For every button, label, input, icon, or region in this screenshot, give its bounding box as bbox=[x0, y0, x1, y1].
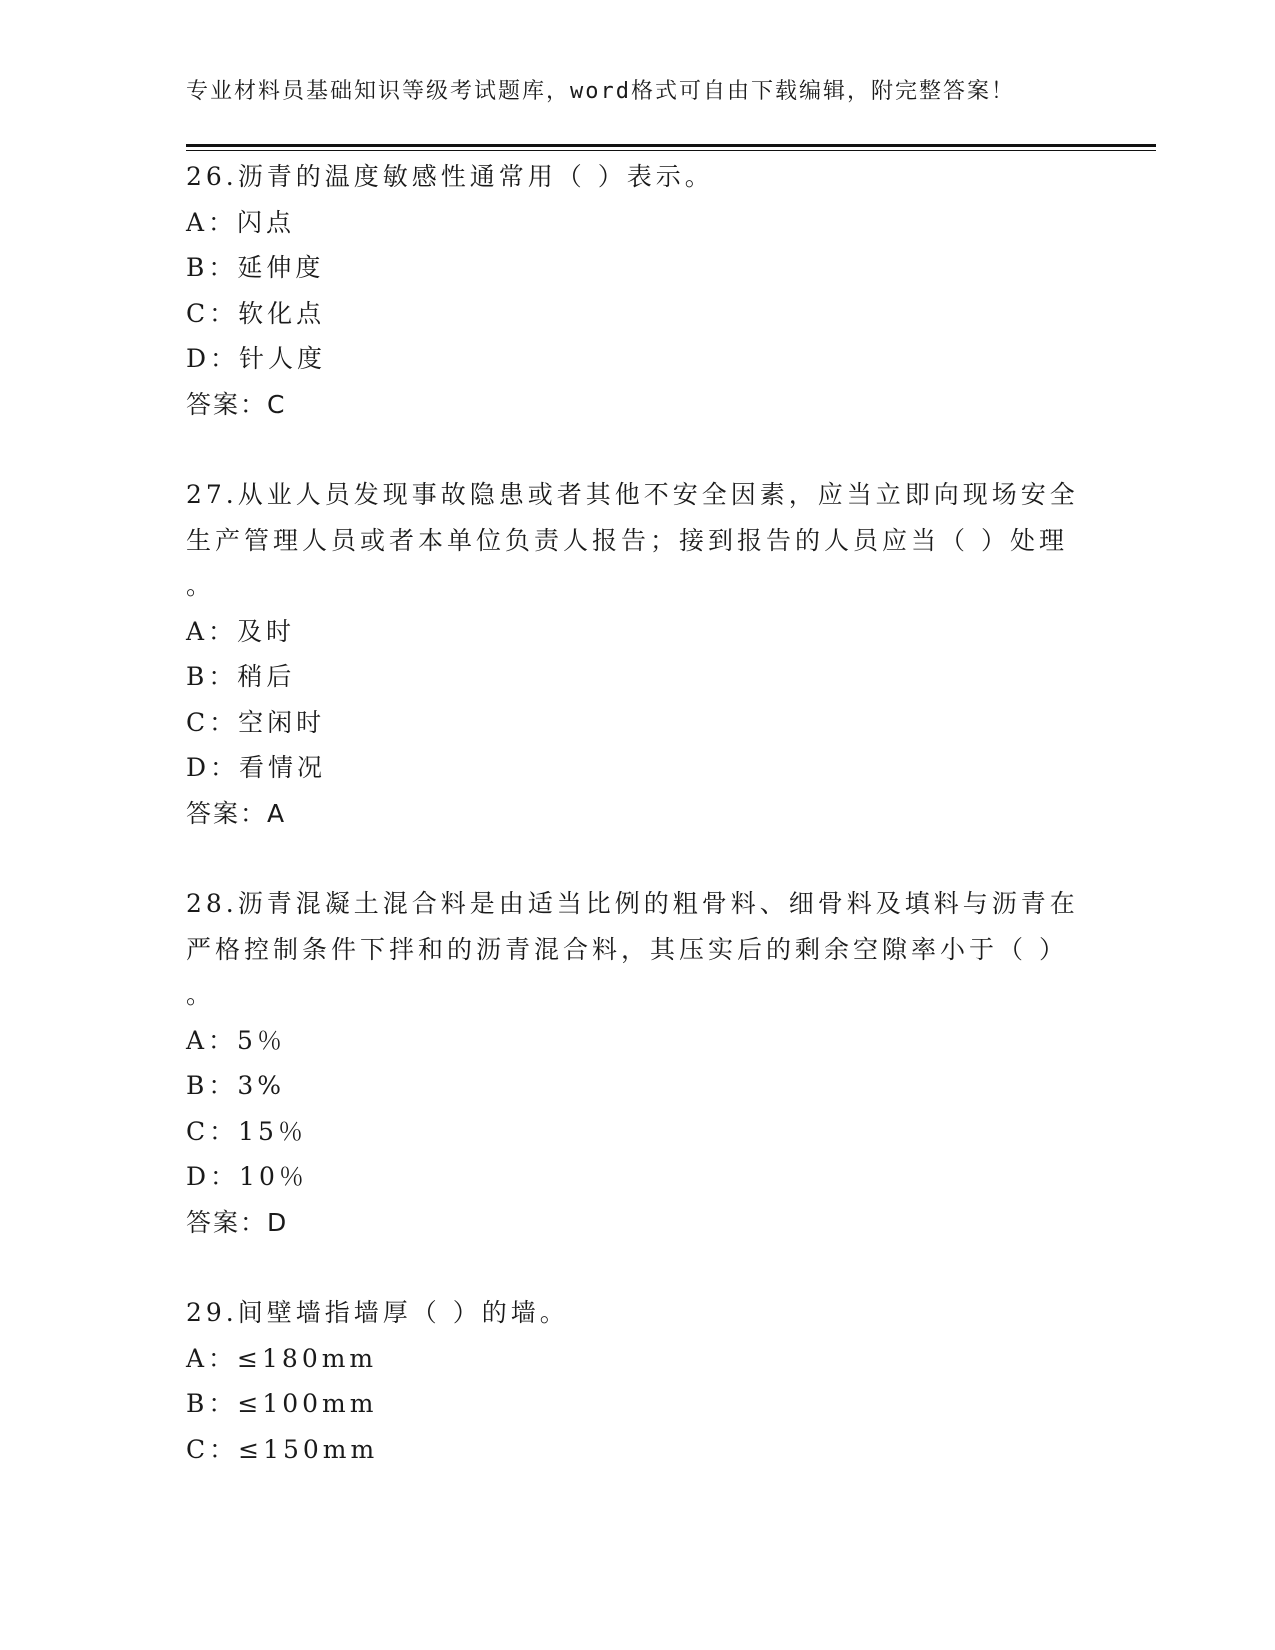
answer-line: 答案：D bbox=[186, 1207, 289, 1237]
option-c: C：软化点 bbox=[186, 298, 326, 328]
question-list bbox=[186, 154, 1086, 1517]
answer-line: 答案：C bbox=[186, 389, 287, 419]
page-header: 专业材料员基础知识等级考试题库，word格式可自由下载编辑，附完整答案！ bbox=[186, 79, 1015, 104]
option-c: C：≤150mm bbox=[186, 1434, 379, 1464]
option-b: B：≤100mm bbox=[186, 1389, 378, 1418]
option-d: D：10％ bbox=[186, 1162, 308, 1191]
option-d: D：看情况 bbox=[186, 753, 327, 782]
question-stem: 。 bbox=[186, 980, 216, 1009]
question-stem: 28.沥青混凝土混合料是由适当比例的粗骨料、细骨料及填料与沥青在 bbox=[186, 889, 1079, 918]
question-26 bbox=[186, 154, 1086, 427]
question-stem: 27.从业人员发现事故隐患或者其他不安全因素，应当立即向现场安全 bbox=[186, 480, 1079, 509]
question-stem: 。 bbox=[186, 571, 216, 600]
option-a: A：5％ bbox=[186, 1025, 286, 1055]
option-a: A：闪点 bbox=[186, 207, 296, 237]
option-b: B：延伸度 bbox=[186, 253, 325, 282]
option-d: D：针人度 bbox=[186, 344, 327, 373]
question-stem: 严格控制条件下拌和的沥青混合料，其压实后的剩余空隙率小于（ ） bbox=[186, 934, 1068, 964]
header-rule-thick bbox=[186, 144, 1156, 147]
option-b: B：稍后 bbox=[186, 662, 296, 691]
option-a: A：≤180mm bbox=[186, 1343, 378, 1373]
option-c: C：15％ bbox=[186, 1116, 307, 1146]
answer-line: 答案：A bbox=[186, 798, 287, 828]
question-stem: 生产管理人员或者本单位负责人报告；接到报告的人员应当（ ）处理 bbox=[186, 525, 1068, 555]
option-a: A：及时 bbox=[186, 616, 296, 646]
question-27 bbox=[186, 472, 1086, 836]
question-28 bbox=[186, 881, 1086, 1245]
header-rule-thin bbox=[186, 150, 1156, 151]
question-stem: 26.沥青的温度敏感性通常用（ ）表示。 bbox=[186, 162, 714, 191]
question-stem: 29.间壁墙指墙厚（ ）的墙。 bbox=[186, 1298, 569, 1327]
option-b: B：3% bbox=[186, 1071, 286, 1100]
question-29 bbox=[186, 1290, 1086, 1472]
option-c: C：空闲时 bbox=[186, 707, 326, 737]
